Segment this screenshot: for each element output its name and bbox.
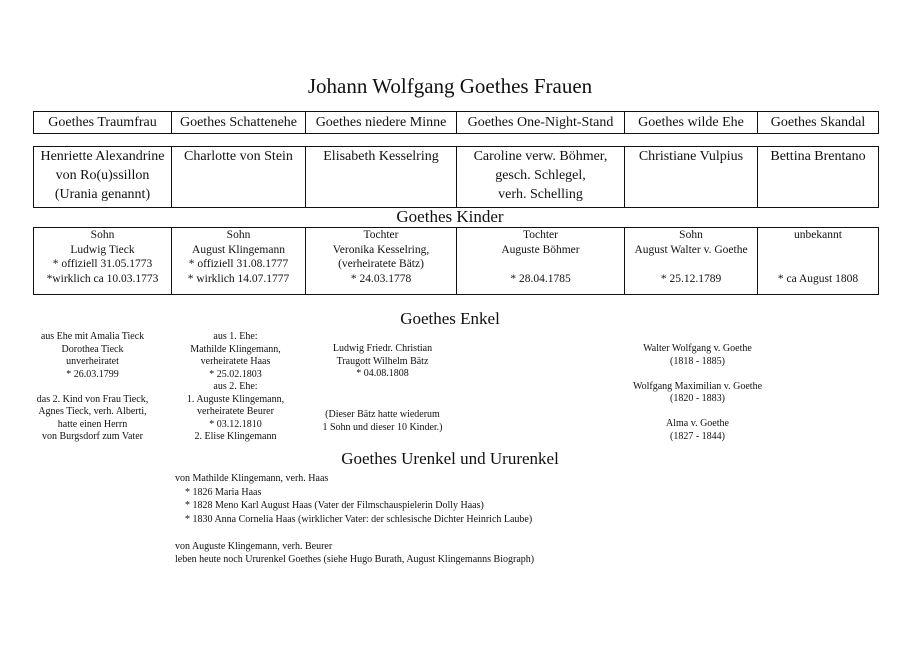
text-line: von Burgsdorf zum Vater	[41, 431, 143, 442]
text-line: (1818 - 1885)	[670, 355, 725, 367]
text-line: * 1826 Maria Haas	[185, 486, 262, 498]
grandchildren-heading: Goethes Enkel	[400, 309, 500, 328]
category-cell: Goethes Schattenehe	[172, 112, 306, 134]
child-relation: Tochter	[363, 229, 399, 241]
text-line: von Mathilde Klingemann, verh. Haas	[175, 473, 329, 484]
text-line: leben heute noch Ururenkel Goethes (siehe Hugo Burath, August Klingemanns Biograph)	[175, 554, 535, 565]
text-line: Traugott Wilhelm Bätz	[336, 355, 429, 367]
category-cell: Goethes wilde Ehe	[625, 112, 758, 134]
child-info	[457, 257, 624, 272]
text-line: unverheiratet	[66, 356, 119, 367]
text-line: * 25.02.1803	[209, 368, 262, 380]
text-line: das 2. Kind von Frau Tieck,	[36, 393, 149, 405]
child-birth: * ca August 1808	[777, 272, 859, 285]
child-info	[625, 257, 757, 272]
text-line: aus Ehe mit Amalia Tieck	[40, 331, 145, 342]
text-line: Agnes Tieck, verh. Alberti,	[38, 406, 147, 417]
text-line: von Auguste Klingemann, verh. Beurer	[175, 540, 333, 552]
text-line: hatte einen Herrn	[57, 418, 128, 430]
great-grandchildren-heading: Goethes Urenkel und Ururenkel	[341, 449, 559, 468]
woman-name-line: gesch. Schlegel,	[495, 168, 586, 183]
woman-name-line: Henriette Alexandrine	[40, 149, 165, 164]
category-cell: Goethes niedere Minne	[306, 112, 457, 134]
woman-name-line: Charlotte von Stein	[184, 149, 293, 164]
text-line: verheiratete Haas	[200, 356, 271, 367]
text-line: aus 2. Ehe:	[213, 381, 258, 392]
spacer	[175, 526, 775, 540]
text-line	[610, 368, 785, 381]
child-info: * offiziell 31.08.1777	[188, 258, 289, 270]
woman-cell	[34, 147, 172, 208]
great-grandchildren-block	[175, 472, 775, 567]
child-birth: * 25.12.1789	[660, 272, 722, 285]
category-cell: Goethes One-Night-Stand	[457, 112, 625, 134]
text-line: * 04.08.1808	[356, 368, 409, 379]
child-cell	[172, 228, 306, 295]
text-line: Wolfgang Maximilian v. Goethe	[632, 380, 763, 392]
text-line: Mathilde Klingemann,	[190, 343, 281, 355]
child-info	[758, 257, 878, 272]
woman-cell	[758, 147, 879, 208]
child-birth: * 28.04.1785	[510, 272, 571, 285]
text-line: Alma v. Goethe	[666, 418, 729, 429]
child-relation: Sohn	[679, 229, 703, 241]
children-table	[33, 227, 879, 295]
child-name: Ludwig Tieck	[70, 243, 135, 256]
baetz-note	[305, 409, 460, 434]
child-relation: unbekannt	[794, 229, 842, 241]
text-line: Ludwig Friedr. Christian	[332, 343, 433, 354]
text-line: 2. Elise Klingemann	[194, 431, 277, 442]
child-info: (verheiratete Bätz)	[338, 258, 424, 270]
text-line: * 26.03.1799	[66, 368, 119, 380]
child-info: * offiziell 31.05.1773	[52, 258, 153, 270]
text-line: (Dieser Bätz hatte wiederum	[325, 409, 440, 420]
child-name: Veronika Kesselring,	[332, 243, 430, 256]
woman-name-line: Caroline verw. Böhmer,	[473, 149, 608, 164]
text-line: (1820 - 1883)	[670, 393, 725, 404]
child-relation: Tochter	[523, 229, 558, 241]
woman-name-line: Bettina Brentano	[770, 149, 866, 164]
text-line	[610, 406, 785, 419]
text-line: * 1828 Meno Karl August Haas (Vater der Filmschauspielerin Dolly Haas)	[185, 500, 484, 511]
child-name: August Walter v. Goethe	[634, 243, 748, 256]
child-cell	[625, 228, 758, 295]
child-name: August Klingemann	[192, 243, 285, 256]
text-line	[25, 381, 160, 394]
child-relation: Sohn	[90, 229, 115, 241]
child-birth: * wirklich 14.07.1777	[187, 272, 290, 285]
woman-cell	[172, 147, 306, 208]
text-line: aus 1. Ehe:	[213, 331, 258, 342]
woman-cell	[306, 147, 457, 208]
category-cell: Goethes Traumfrau	[34, 112, 172, 134]
text-line: verheiratete Beurer	[197, 406, 274, 417]
category-cell: Goethes Skandal	[758, 112, 879, 134]
grandchildren-baetz	[310, 343, 455, 381]
text-line: Dorothea Tieck	[61, 343, 124, 355]
grandchildren-klingemann	[168, 331, 303, 444]
woman-cell	[625, 147, 758, 208]
woman-name-line: von Ro(u)ssillon	[55, 168, 150, 183]
grandchildren-tieck	[25, 331, 160, 444]
child-birth: *wirklich ca 10.03.1773	[46, 272, 159, 285]
children-heading: Goethes Kinder	[396, 207, 504, 226]
woman-name-line: verh. Schelling	[498, 187, 583, 202]
child-relation: Sohn	[226, 229, 251, 241]
text-line: 1 Sohn und dieser 10 Kinder.)	[322, 421, 443, 433]
text-line: (1827 - 1844)	[670, 430, 725, 442]
child-name: Auguste Böhmer	[501, 243, 580, 256]
child-cell	[306, 228, 457, 295]
grandchildren-goethe	[610, 343, 785, 443]
page-title: Johann Wolfgang Goethes Frauen	[307, 74, 593, 98]
woman-name-line: (Urania genannt)	[54, 187, 151, 202]
woman-name-line: Elisabeth Kesselring	[323, 149, 439, 164]
woman-cell	[457, 147, 625, 208]
woman-name-line: Christiane Vulpius	[638, 149, 744, 164]
child-cell	[457, 228, 625, 295]
child-name	[758, 243, 878, 258]
child-cell	[758, 228, 879, 295]
child-cell	[34, 228, 172, 295]
text-line: * 1830 Anna Cornelia Haas (wirklicher Vater: der schlesische Dichter Heinrich Laube)	[185, 513, 533, 525]
text-line: * 03.12.1810	[209, 418, 262, 430]
women-table	[33, 146, 879, 208]
text-line: 1. Auguste Klingemann,	[186, 393, 285, 405]
category-table	[33, 111, 879, 134]
child-birth: * 24.03.1778	[350, 272, 412, 285]
text-line: Walter Wolfgang v. Goethe	[643, 343, 752, 354]
